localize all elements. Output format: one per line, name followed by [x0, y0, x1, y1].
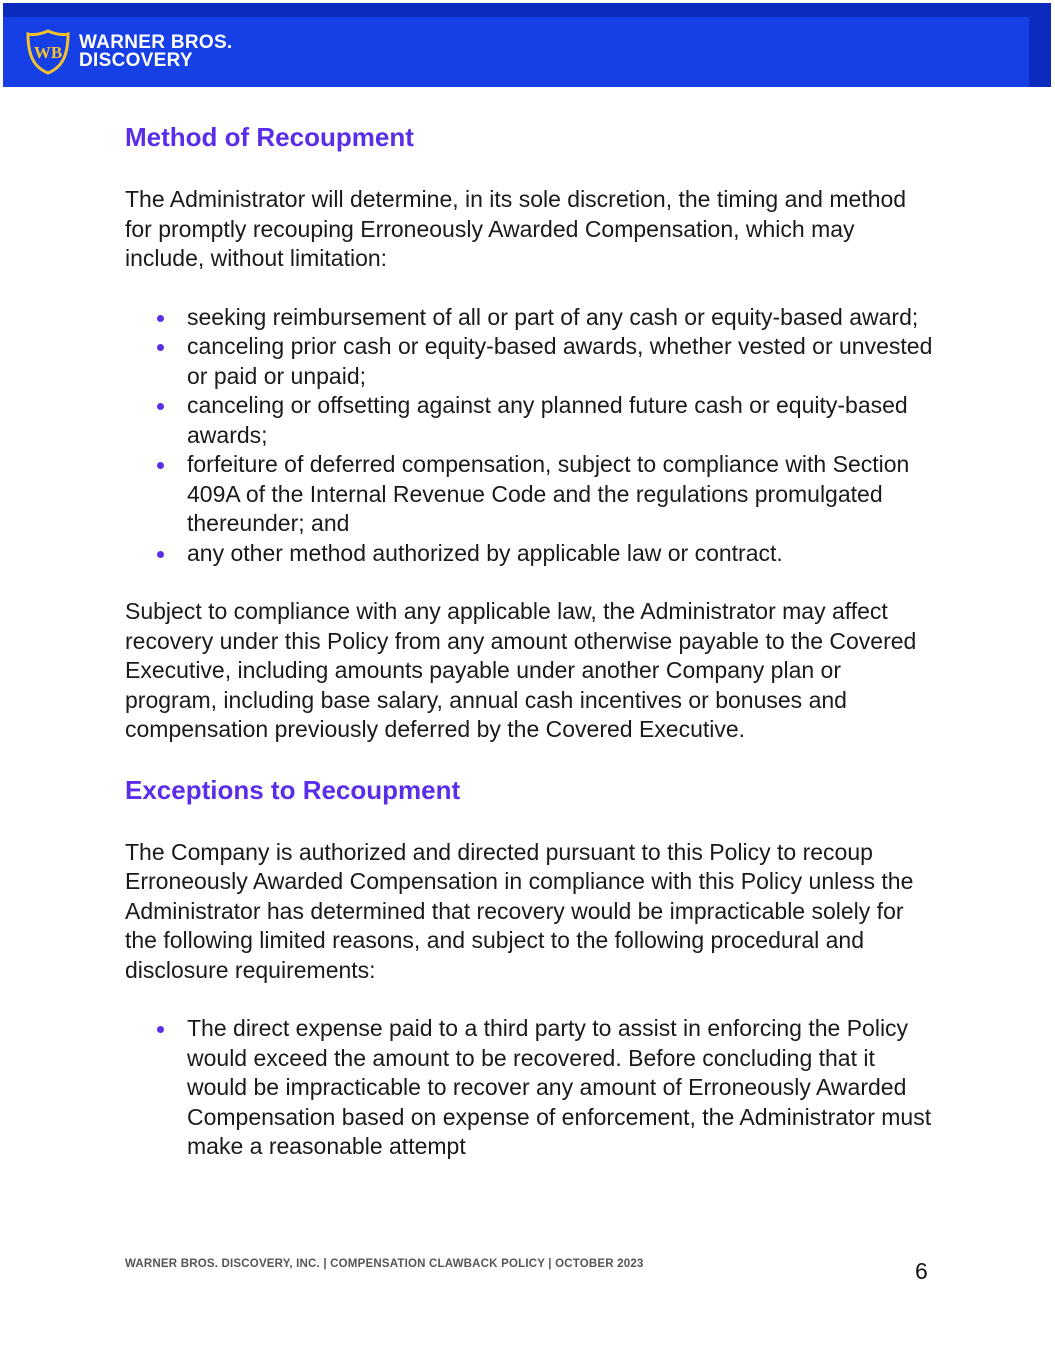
exceptions-intro-paragraph: The Company is authorized and directed pursuant to this Policy to recoup Erroneously Awarded Compensation in compliance with this Policy unless the Administrator has determined that recovery would be impracticable solely for the following limited reasons, and subject to the following procedural and disclosure requirements: [125, 838, 914, 983]
bullet-icon [157, 403, 164, 410]
logo-text-line2: DISCOVERY [79, 50, 193, 71]
method-intro-paragraph: The Administrator will determine, in its sole discretion, the timing and method for promptly recouping Erroneously Awarded Compensation, which may include, without limitation: [125, 186, 907, 271]
header-accent-strip [1029, 3, 1051, 87]
logo-text-line1: WARNER BROS. [79, 32, 233, 53]
document-body [125, 120, 935, 1162]
method-bullet-list [125, 303, 935, 569]
page-number: 6 [915, 1258, 928, 1284]
company-logo [25, 29, 233, 75]
exceptions-bullet-list [125, 1014, 935, 1162]
bullet-icon [157, 551, 164, 558]
bullet-icon [157, 344, 164, 351]
bullet-icon [157, 315, 164, 322]
bullet-icon [157, 1026, 164, 1033]
header-bar [3, 3, 1051, 87]
list-item: seeking reimbursement of all or part of any cash or equity-based award; [125, 303, 935, 333]
wb-shield-icon [25, 29, 71, 75]
section-heading-exceptions: Exceptions to Recoupment [125, 774, 461, 805]
bullet-icon [157, 462, 164, 469]
list-item: canceling prior cash or equity-based awards, whether vested or unvested or paid or unpaid; [125, 332, 935, 391]
list-item: forfeiture of deferred compensation, subject to compliance with Section 409A of the Internal Revenue Code and the regulations promulgated thereunder; and [125, 450, 935, 539]
list-item: The direct expense paid to a third party to assist in enforcing the Policy would exceed the amount to be recovered. Before concluding that it would be impracticable to recover any amount of Erroneously Awarded Compensation based on expense of enforcement, the Administrator must make a reasonable attempt [125, 1014, 935, 1162]
list-item: canceling or offsetting against any planned future cash or equity-based awards; [125, 391, 935, 450]
list-item: any other method authorized by applicable law or contract. [125, 539, 935, 569]
footer-text: WARNER BROS. DISCOVERY, INC. | COMPENSATION CLAWBACK POLICY | OCTOBER 2023 [125, 1258, 644, 1270]
method-closing-paragraph: Subject to compliance with any applicable law, the Administrator may affect recovery under this Policy from any amount otherwise payable to the Covered Executive, including amounts payable under another Company plan or program, including base salary, annual cash incentives or bonuses and compensation previously deferred by the Covered Executive. [125, 598, 917, 742]
section-heading-method: Method of Recoupment [125, 122, 414, 152]
svg-text:WB: WB [33, 43, 63, 62]
